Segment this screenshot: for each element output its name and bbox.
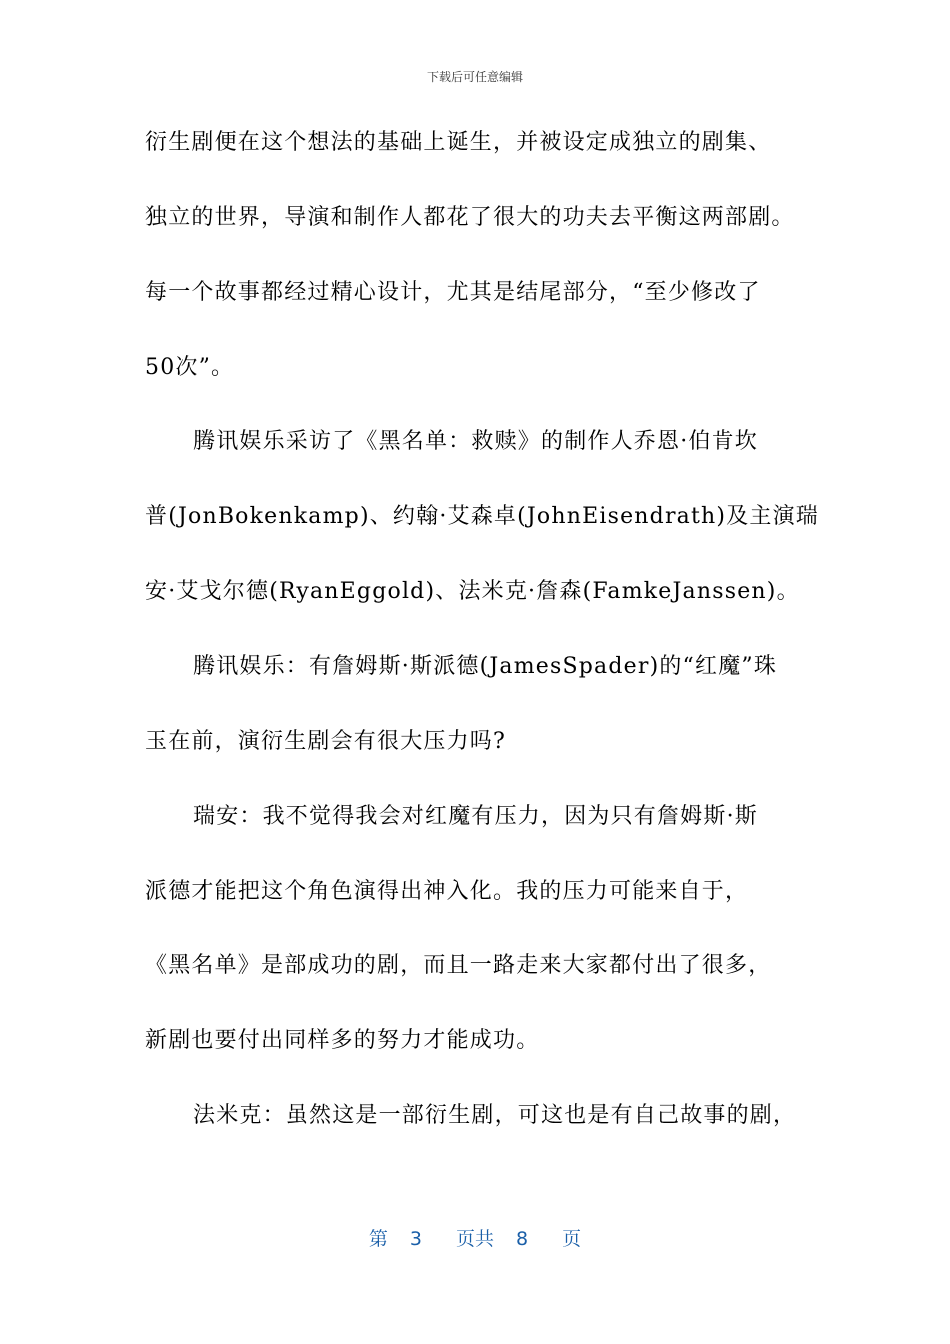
header-note: 下载后可任意编辑: [426, 70, 523, 84]
page-footer: [0, 1224, 950, 1251]
text-line: 瑞安：我不觉得我会对红魔有压力，因为只有詹姆斯·斯: [193, 804, 758, 829]
text-line: 衍生剧便在这个想法的基础上诞生，并被设定成独立的剧集、: [145, 130, 772, 155]
text-line: 腾讯娱乐采访了《黑名单：救赎》的制作人乔恩·伯肯坎: [193, 429, 758, 454]
footer-middle: 页共: [455, 1228, 494, 1250]
footer-total-pages: 8: [516, 1228, 529, 1250]
text-line: 玉在前，演衍生剧会有很大压力吗?: [145, 729, 506, 754]
text-line: 独立的世界，导演和制作人都花了很大的功夫去平衡这两部剧。: [145, 205, 795, 230]
footer-prefix: 第: [368, 1228, 388, 1250]
text-line: 法米克：虽然这是一部衍生剧，可这也是有自己故事的剧，: [193, 1103, 797, 1128]
text-line: 每一个故事都经过精心设计，尤其是结尾部分，“至少修改了: [145, 280, 761, 305]
text-line: 安·艾戈尔德(RyanEggold)、法米克·詹森(FamkeJanssen)。: [145, 579, 800, 604]
text-line: 新剧也要付出同样多的努力才能成功。: [145, 1028, 540, 1053]
footer-suffix: 页: [562, 1228, 582, 1250]
text-line: 普(JonBokenkamp)、约翰·艾森卓(JohnEisendrath)及主演瑞: [145, 504, 819, 529]
footer-current-page: 3: [409, 1228, 422, 1250]
text-line: 《黑名单》是部成功的剧，而且一路走来大家都付出了很多，: [145, 953, 772, 978]
text-line: 派德才能把这个角色演得出神入化。我的压力可能来自于，: [145, 879, 749, 904]
text-line: 腾讯娱乐：有詹姆斯·斯派德(JamesSpader)的“红魔”珠: [193, 654, 778, 679]
text-line: 50次”。: [145, 355, 235, 380]
